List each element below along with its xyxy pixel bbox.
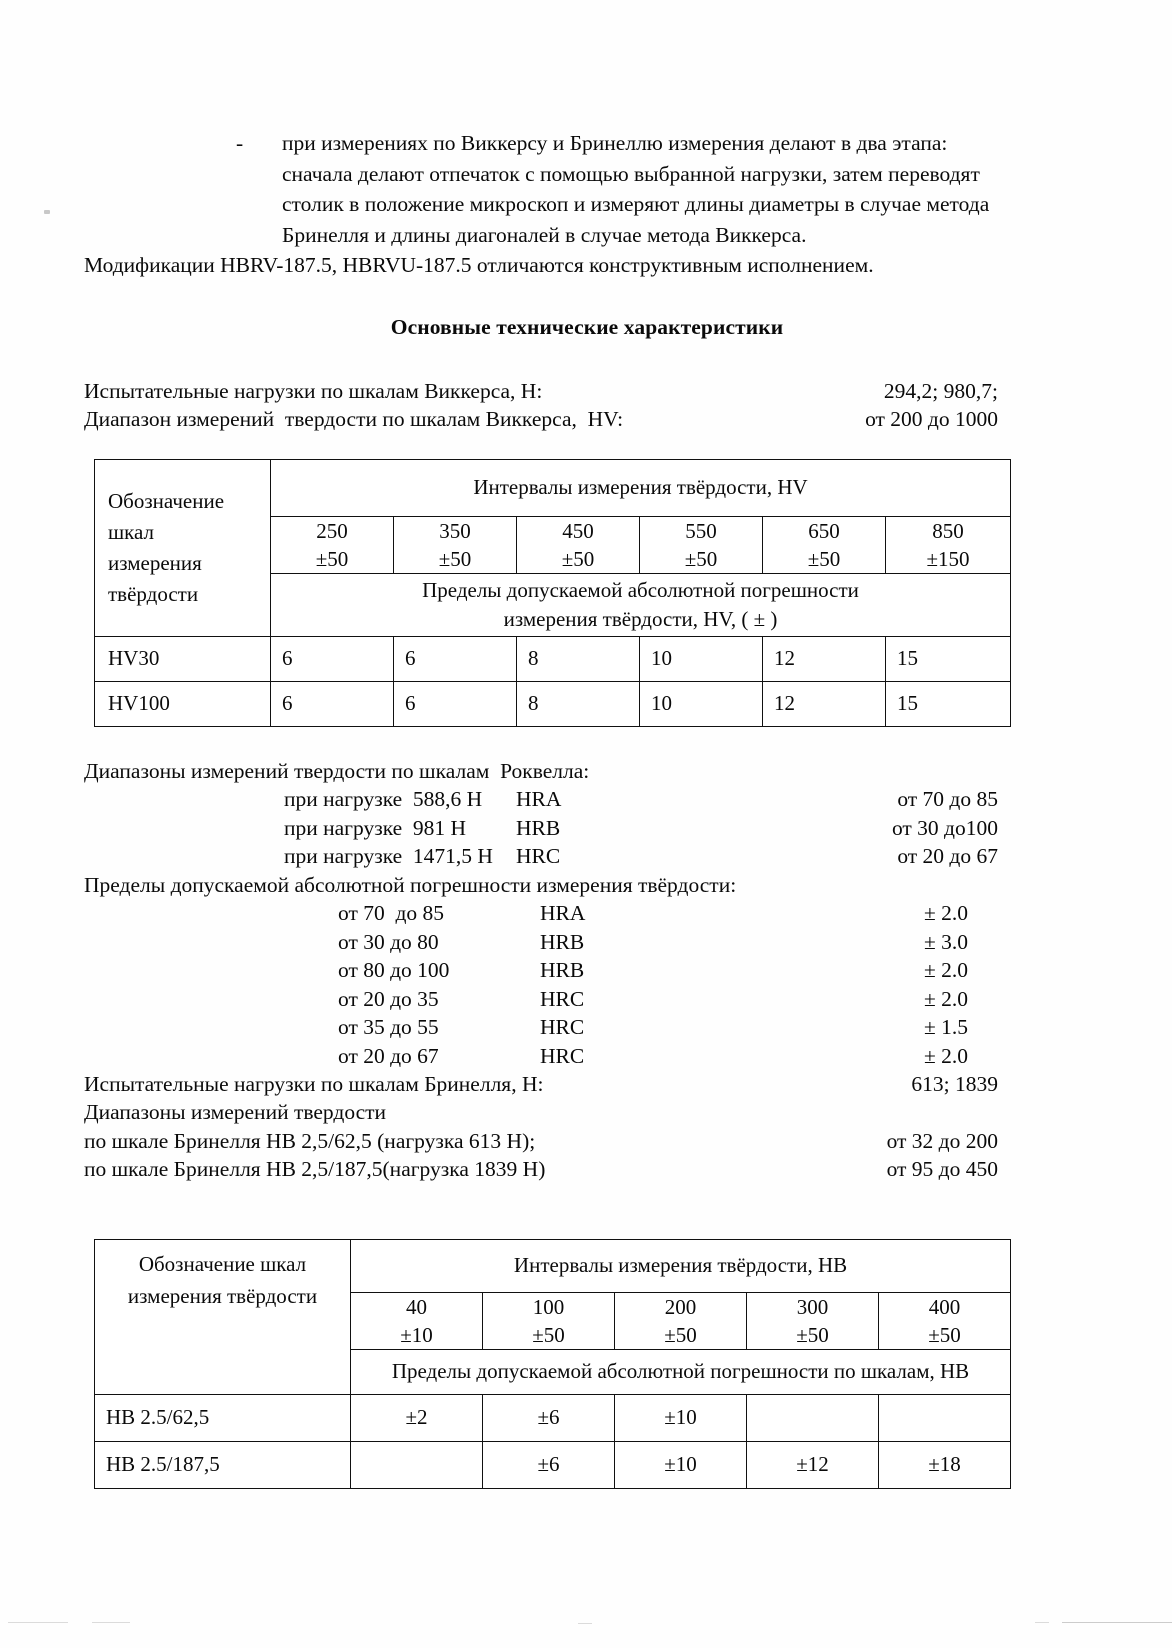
hv-interval-value: 350 xyxy=(439,518,471,543)
hv-span-title: Интервалы измерения твёрдости, HV xyxy=(271,459,1011,516)
error-tolerance: ± 2.0 xyxy=(923,986,968,1011)
error-tolerance: ± 3.0 xyxy=(923,929,968,954)
hv-cell: 10 xyxy=(640,681,763,726)
scan-hairline xyxy=(578,1623,592,1624)
error-heading: Пределы допускаемой абсолютной погрешности измерения твёрдости: xyxy=(84,872,737,897)
hv-interval-value: 650 xyxy=(808,518,840,543)
error-row xyxy=(84,956,1090,985)
hb-cell: ±2 xyxy=(351,1394,483,1441)
error-row xyxy=(84,899,1090,928)
hv-cell: 8 xyxy=(517,681,640,726)
hv-interval-cell xyxy=(271,516,394,573)
hv-row-header-cell xyxy=(95,459,271,636)
hv-interval-tolerance: ±50 xyxy=(684,546,718,571)
hv-interval-tolerance: ±50 xyxy=(807,546,841,571)
table-row xyxy=(95,1394,1011,1441)
error-row xyxy=(84,1013,1090,1042)
bullet-line: Бринелля и длины диагоналей в случае метода Виккерса. xyxy=(282,222,807,247)
hv-cell: 12 xyxy=(763,636,886,681)
vickers-spec-list xyxy=(84,377,1090,433)
hv-interval-cell xyxy=(886,516,1011,573)
hv-limits-title-line: измерения твёрдости, HV, ( ± ) xyxy=(503,606,778,631)
spec-value: от 200 до 1000 xyxy=(865,406,998,431)
hb-interval-tolerance: ±10 xyxy=(400,1322,433,1347)
hv-cell: 6 xyxy=(271,636,394,681)
hv-interval-tolerance: ±50 xyxy=(315,546,349,571)
hv-cell: 15 xyxy=(886,681,1011,726)
hb-interval-cell xyxy=(615,1292,747,1349)
section-heading: Основные технические характеристики xyxy=(390,314,784,339)
error-range: от 70 до 85 xyxy=(338,901,445,925)
spec-row xyxy=(84,1127,1090,1155)
spec-value: от 95 до 450 xyxy=(886,1156,998,1181)
hv-interval-cell xyxy=(517,516,640,573)
rockwell-range-row xyxy=(84,785,1090,814)
hb-row-header-line: Обозначение шкал xyxy=(138,1251,307,1276)
hv-interval-tolerance: ±50 xyxy=(561,546,595,571)
spec-label: Диапазон измерений твердости по шкалам Виккерса, HV: xyxy=(84,406,624,431)
bullet-line: сначала делают отпечаток с помощью выбранной нагрузки, затем переводят xyxy=(282,161,980,186)
spec-row xyxy=(84,377,1090,405)
table-row xyxy=(95,1239,1011,1292)
hb-cell xyxy=(747,1394,879,1441)
hv-interval-cell xyxy=(394,516,517,573)
rockwell-load: при нагрузке 588,6 Н xyxy=(284,787,483,811)
error-row xyxy=(84,928,1090,957)
hv-interval-cell xyxy=(640,516,763,573)
spec-value: 613; 1839 xyxy=(911,1072,998,1096)
hv-cell: 15 xyxy=(886,636,1011,681)
spec-row xyxy=(84,405,1090,433)
scan-hairline xyxy=(1035,1622,1049,1623)
modification-note: Модификации HBRV-187.5, HBRVU-187.5 отличаются конструктивным исполнением. xyxy=(84,253,874,277)
bullet-paragraph-text xyxy=(282,128,1090,250)
hb-cell xyxy=(879,1394,1011,1441)
table-row xyxy=(95,459,1011,516)
rockwell-scale: HRA xyxy=(516,787,562,811)
hardness-hv-table xyxy=(94,459,1011,727)
hb-limits-title: Пределы допускаемой абсолютной погрешности по шкалам, НВ xyxy=(351,1349,1011,1394)
hv-row-header-line: Обозначение xyxy=(108,488,225,513)
hb-interval-value: 200 xyxy=(664,1294,697,1319)
hv-row-header-line: твёрдости xyxy=(108,581,199,606)
hb-row-label: НВ 2.5/62,5 xyxy=(95,1394,351,1441)
hb-cell xyxy=(351,1441,483,1488)
error-range: от 30 до 80 xyxy=(338,929,439,954)
hb-cell: ±6 xyxy=(483,1441,615,1488)
hb-interval-value: 100 xyxy=(532,1294,565,1319)
error-tolerance: ± 2.0 xyxy=(923,1043,968,1068)
rockwell-range: от 30 до100 xyxy=(891,815,998,840)
hb-interval-cell xyxy=(351,1292,483,1349)
hv-cell: 6 xyxy=(271,681,394,726)
hv-interval-tolerance: ±50 xyxy=(438,546,472,571)
hv-interval-value: 550 xyxy=(685,518,717,543)
scan-hairline xyxy=(8,1622,68,1623)
error-range: от 80 до 100 xyxy=(338,958,450,982)
hb-span-title: Интервалы измерения твёрдости, НВ xyxy=(351,1239,1011,1292)
hb-cell: ±18 xyxy=(879,1441,1011,1488)
hv-limits-title xyxy=(271,573,1011,636)
hb-interval-tolerance: ±50 xyxy=(664,1322,697,1347)
spec-value: 294,2; 980,7; xyxy=(883,378,998,403)
error-tolerance: ± 2.0 xyxy=(923,901,968,925)
hv-row-label: HV100 xyxy=(95,681,271,726)
hv-row-label: HV30 xyxy=(95,636,271,681)
bullet-line: столик в положение микроскоп и измеряют длины диаметры в случае метода xyxy=(282,192,990,216)
scan-speckle xyxy=(44,210,50,214)
hb-interval-cell xyxy=(879,1292,1011,1349)
hb-row-label: НВ 2.5/187,5 xyxy=(95,1441,351,1488)
hv-interval-cell xyxy=(763,516,886,573)
bullet-line: при измерениях по Виккерсу и Бринеллю измерения делают в два этапа: xyxy=(282,131,948,155)
table-row xyxy=(95,636,1011,681)
error-scale: HRC xyxy=(540,1043,585,1068)
rockwell-heading: Диапазоны измерений твердости по шкалам Роквелла: xyxy=(84,758,590,783)
hv-cell: 10 xyxy=(640,636,763,681)
hb-interval-tolerance: ±50 xyxy=(796,1322,829,1347)
spec-label: Испытательные нагрузки по шкалам Виккерса, Н: xyxy=(84,378,543,403)
error-tolerance: ± 1.5 xyxy=(923,1015,968,1039)
error-range: от 20 до 67 xyxy=(338,1043,439,1068)
error-range: от 20 до 35 xyxy=(338,986,439,1011)
spec-row xyxy=(84,1155,1090,1183)
hb-cell: ±10 xyxy=(615,1394,747,1441)
error-row xyxy=(84,985,1090,1014)
scan-hairline xyxy=(1062,1622,1172,1623)
hb-interval-cell xyxy=(483,1292,615,1349)
hb-row-header-line: измерения твёрдости xyxy=(127,1283,318,1308)
hv-interval-value: 450 xyxy=(562,518,594,543)
error-range: от 35 до 55 xyxy=(338,1015,439,1039)
hardness-hb-table xyxy=(94,1239,1011,1489)
hb-interval-tolerance: ±50 xyxy=(928,1322,961,1347)
hb-interval-value: 40 xyxy=(406,1294,427,1319)
rockwell-range-row xyxy=(84,842,1090,871)
table-row xyxy=(95,681,1011,726)
brinell-range-heading: Диапазоны измерений твердости xyxy=(84,1100,387,1124)
spec-label: по шкале Бринелля НВ 2,5/62,5 (нагрузка 613 Н); xyxy=(84,1128,536,1153)
spec-value: от 32 до 200 xyxy=(886,1128,998,1153)
hb-cell: ±6 xyxy=(483,1394,615,1441)
bullet-paragraph xyxy=(84,128,1090,250)
error-tolerance: ± 2.0 xyxy=(923,958,968,982)
hv-limits-title-line: Пределы допускаемой абсолютной погрешности xyxy=(422,577,859,602)
hv-cell: 8 xyxy=(517,636,640,681)
spec-label: Испытательные нагрузки по шкалам Бринелля, Н: xyxy=(84,1072,544,1096)
bullet-marker: - xyxy=(236,131,244,155)
hv-row-header-lines xyxy=(95,486,270,610)
document-content xyxy=(84,128,1090,1489)
error-scale: HRA xyxy=(540,901,586,925)
error-row xyxy=(84,1042,1090,1071)
error-scale: HRB xyxy=(540,958,585,982)
hv-cell: 12 xyxy=(763,681,886,726)
rockwell-load: при нагрузке 1471,5 Н xyxy=(284,844,493,868)
error-scale: HRB xyxy=(540,929,585,954)
error-scale: HRC xyxy=(540,986,585,1011)
hb-row-header-cell xyxy=(95,1239,351,1394)
hb-interval-tolerance: ±50 xyxy=(532,1322,565,1347)
hb-row-header-lines xyxy=(95,1240,350,1312)
hv-interval-value: 250 xyxy=(316,518,348,543)
hv-row-header-line: шкал xyxy=(108,519,155,544)
rockwell-load: при нагрузке 981 Н xyxy=(284,815,467,840)
rockwell-section xyxy=(84,757,1090,1183)
hb-cell: ±10 xyxy=(615,1441,747,1488)
rockwell-range-row xyxy=(84,814,1090,843)
hv-row-header-line: измерения xyxy=(108,550,202,575)
rockwell-scale: HRC xyxy=(516,844,561,868)
spec-label: по шкале Бринелля НВ 2,5/187,5(нагрузка 1839 Н) xyxy=(84,1156,546,1181)
rockwell-range: от 20 до 67 xyxy=(897,844,998,868)
hb-interval-value: 400 xyxy=(928,1294,961,1319)
rockwell-scale: HRB xyxy=(516,815,561,840)
hv-cell: 6 xyxy=(394,681,517,726)
hb-interval-value: 300 xyxy=(796,1294,829,1319)
hv-interval-tolerance: ±150 xyxy=(926,546,970,571)
spec-row xyxy=(84,1070,1090,1098)
hv-interval-value: 850 xyxy=(932,518,964,543)
rockwell-range: от 70 до 85 xyxy=(897,787,998,811)
error-scale: HRC xyxy=(540,1015,585,1039)
hb-interval-cell xyxy=(747,1292,879,1349)
hv-cell: 6 xyxy=(394,636,517,681)
scan-hairline xyxy=(92,1622,130,1623)
table-row xyxy=(95,1441,1011,1488)
hb-cell: ±12 xyxy=(747,1441,879,1488)
